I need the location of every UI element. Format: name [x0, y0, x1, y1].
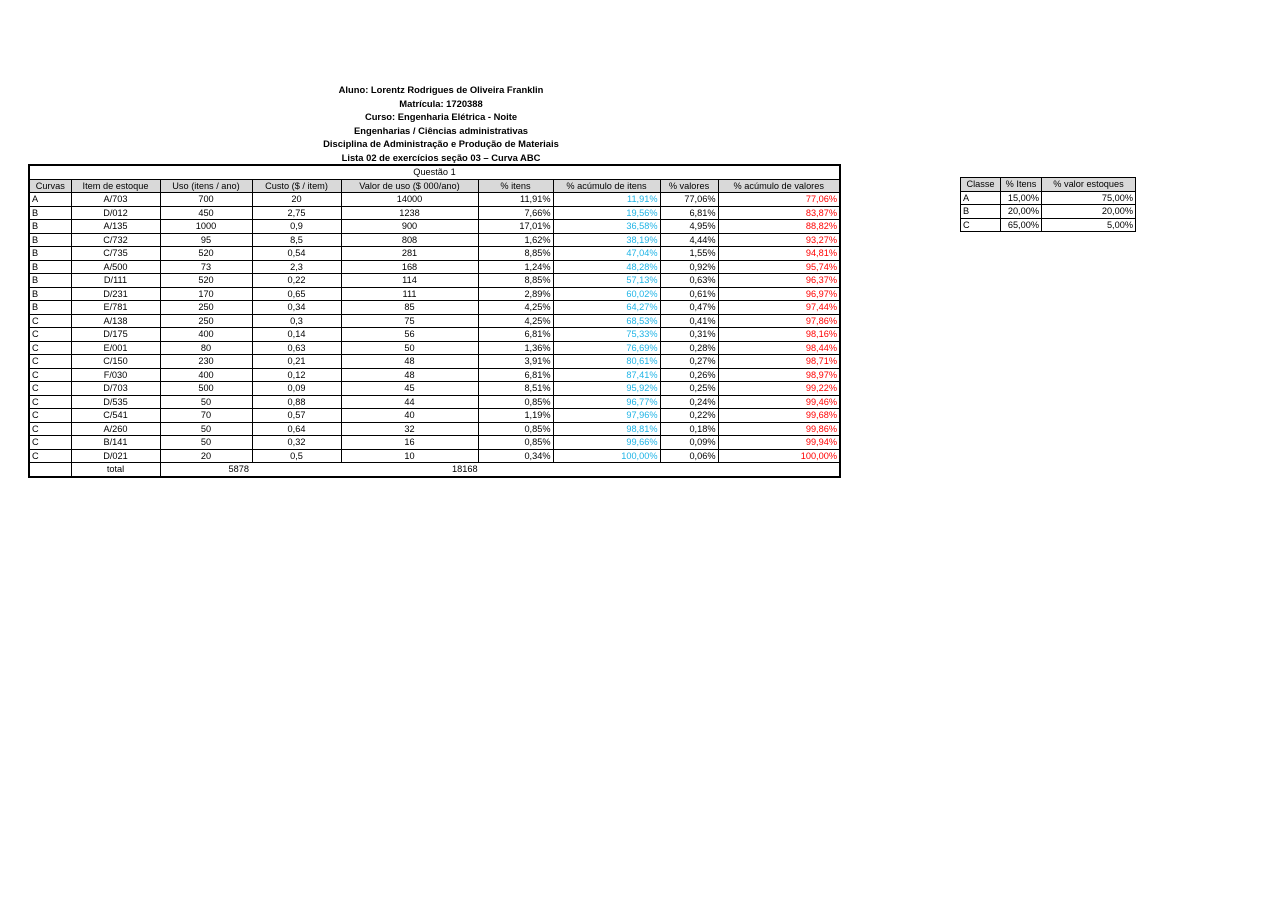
class-summary-table	[960, 177, 1136, 232]
table-cell: 97,96%	[553, 409, 660, 423]
table-cell: D/012	[71, 206, 160, 220]
table-cell: C	[29, 368, 71, 382]
table-cell: 3,91%	[478, 355, 553, 369]
summary-row	[961, 218, 1136, 232]
table-cell: 50	[160, 436, 252, 450]
table-cell: 808	[341, 233, 478, 247]
table-cell: D/703	[71, 382, 160, 396]
table-cell: 0,9	[252, 220, 341, 234]
table-cell: 100,00%	[718, 449, 840, 463]
table-row	[29, 449, 840, 463]
table-cell: 0,25%	[660, 382, 718, 396]
table-cell: 20	[252, 193, 341, 207]
table-cell: A/135	[71, 220, 160, 234]
table-cell: A	[29, 193, 71, 207]
table-row	[29, 328, 840, 342]
table-row	[29, 233, 840, 247]
table-cell: 48,28%	[553, 260, 660, 274]
table-cell: 44	[341, 395, 478, 409]
header-line: Matrícula: 1720388	[399, 97, 483, 109]
table-cell: B/141	[71, 436, 160, 450]
table-cell: 0,54	[252, 247, 341, 261]
table-cell: 7,66%	[478, 206, 553, 220]
column-header: Item de estoque	[71, 179, 160, 193]
table-cell: 99,66%	[553, 436, 660, 450]
table-cell: 1238	[341, 206, 478, 220]
table-cell: 93,27%	[718, 233, 840, 247]
summary-cell: 15,00%	[1001, 191, 1042, 205]
table-cell: 11,91%	[553, 193, 660, 207]
table-cell: 88,82%	[718, 220, 840, 234]
table-cell: 0,47%	[660, 301, 718, 315]
table-cell: 4,25%	[478, 301, 553, 315]
table-cell: 80	[160, 341, 252, 355]
summary-row	[961, 191, 1136, 205]
table-cell: F/030	[71, 368, 160, 382]
table-cell: C/541	[71, 409, 160, 423]
table-cell: 50	[160, 422, 252, 436]
question-title: Questão 1	[29, 165, 840, 179]
table-row	[29, 260, 840, 274]
table-cell: 97,44%	[718, 301, 840, 315]
table-row	[29, 247, 840, 261]
table-cell: 48	[341, 355, 478, 369]
table-cell: A/703	[71, 193, 160, 207]
table-cell: C	[29, 328, 71, 342]
column-header: Uso (itens / ano)	[160, 179, 252, 193]
table-cell: 0,63	[252, 341, 341, 355]
table-cell: 0,14	[252, 328, 341, 342]
table-cell: 0,57	[252, 409, 341, 423]
table-cell: 0,34	[252, 301, 341, 315]
table-cell: 0,24%	[660, 395, 718, 409]
header-line: Aluno: Lorentz Rodrigues de Oliveira Franklin	[338, 84, 544, 95]
table-cell: 1,62%	[478, 233, 553, 247]
table-cell: 520	[160, 247, 252, 261]
table-cell: 230	[160, 355, 252, 369]
total-valor: 18168	[341, 463, 840, 477]
table-cell: 38,19%	[553, 233, 660, 247]
table-cell: 87,41%	[553, 368, 660, 382]
table-row	[29, 206, 840, 220]
table-cell: 0,27%	[660, 355, 718, 369]
table-cell: 64,27%	[553, 301, 660, 315]
summary-cell: 5,00%	[1042, 218, 1136, 232]
table-cell: B	[29, 220, 71, 234]
table-cell: 0,61%	[660, 287, 718, 301]
table-cell: 281	[341, 247, 478, 261]
table-cell: 17,01%	[478, 220, 553, 234]
table-cell: 0,28%	[660, 341, 718, 355]
table-row	[29, 341, 840, 355]
table-cell: 60,02%	[553, 287, 660, 301]
header-line: Disciplina de Administração e Produção de Materiais	[323, 138, 559, 149]
table-cell: 45	[341, 382, 478, 396]
column-header: % valores	[660, 179, 718, 193]
table-cell: 98,97%	[718, 368, 840, 382]
table-cell: 0,92%	[660, 260, 718, 274]
table-cell: 0,09	[252, 382, 341, 396]
table-cell: 400	[160, 368, 252, 382]
table-cell: 50	[341, 341, 478, 355]
summary-cell: 20,00%	[1001, 205, 1042, 219]
header-line: Curso: Engenharia Elétrica - Noite	[364, 111, 518, 122]
table-cell: C/732	[71, 233, 160, 247]
table-cell: 48	[341, 368, 478, 382]
table-cell: 0,34%	[478, 449, 553, 463]
total-uso: 5878	[160, 463, 341, 477]
table-cell: 0,31%	[660, 328, 718, 342]
table-cell: 75	[341, 314, 478, 328]
table-cell: 4,44%	[660, 233, 718, 247]
column-header: Valor de uso ($ 000/ano)	[341, 179, 478, 193]
table-cell: 0,85%	[478, 436, 553, 450]
table-cell: 0,85%	[478, 422, 553, 436]
table-cell: 94,81%	[718, 247, 840, 261]
table-row	[29, 382, 840, 396]
table-cell: 500	[160, 382, 252, 396]
table-cell: C	[29, 382, 71, 396]
total-row	[29, 463, 840, 477]
table-cell: C	[29, 314, 71, 328]
table-cell: 16	[341, 436, 478, 450]
table-cell: A/260	[71, 422, 160, 436]
table-cell: 99,46%	[718, 395, 840, 409]
table-cell: C	[29, 341, 71, 355]
table-cell: 2,3	[252, 260, 341, 274]
table-cell: 0,85%	[478, 395, 553, 409]
table-cell: 70	[160, 409, 252, 423]
summary-cell: 65,00%	[1001, 218, 1042, 232]
table-cell: 20	[160, 449, 252, 463]
table-cell: 0,18%	[660, 422, 718, 436]
table-row	[29, 220, 840, 234]
table-cell: 36,58%	[553, 220, 660, 234]
table-cell: 6,81%	[478, 368, 553, 382]
table-cell: 168	[341, 260, 478, 274]
table-cell: C	[29, 436, 71, 450]
table-cell: D/111	[71, 274, 160, 288]
table-cell: B	[29, 274, 71, 288]
table-cell: 32	[341, 422, 478, 436]
table-row	[29, 301, 840, 315]
table-cell: 85	[341, 301, 478, 315]
summary-column-header: % Itens	[1001, 178, 1042, 192]
table-cell: 1000	[160, 220, 252, 234]
table-cell: 0,26%	[660, 368, 718, 382]
table-cell: C	[29, 422, 71, 436]
table-row	[29, 355, 840, 369]
table-cell: 4,95%	[660, 220, 718, 234]
table-row	[29, 274, 840, 288]
table-row	[29, 287, 840, 301]
table-cell: E/001	[71, 341, 160, 355]
table-cell: 98,81%	[553, 422, 660, 436]
table-cell: 114	[341, 274, 478, 288]
table-cell: C	[29, 355, 71, 369]
table-cell: 0,65	[252, 287, 341, 301]
summary-row	[961, 205, 1136, 219]
table-cell: 95	[160, 233, 252, 247]
table-cell: B	[29, 260, 71, 274]
table-row	[29, 314, 840, 328]
table-cell: 77,06%	[718, 193, 840, 207]
table-cell: 8,51%	[478, 382, 553, 396]
table-cell: 97,86%	[718, 314, 840, 328]
table-cell: C/735	[71, 247, 160, 261]
table-cell: 1,55%	[660, 247, 718, 261]
column-header: % acúmulo de itens	[553, 179, 660, 193]
table-cell: 0,63%	[660, 274, 718, 288]
table-cell: B	[29, 301, 71, 315]
table-cell: 0,22	[252, 274, 341, 288]
table-cell: 76,69%	[553, 341, 660, 355]
summary-cell: 75,00%	[1042, 191, 1136, 205]
table-cell: 1,24%	[478, 260, 553, 274]
table-row	[29, 409, 840, 423]
table-cell: 250	[160, 301, 252, 315]
table-cell: B	[29, 206, 71, 220]
table-cell: 75,33%	[553, 328, 660, 342]
table-cell: D/535	[71, 395, 160, 409]
table-cell: 1,36%	[478, 341, 553, 355]
summary-cell: B	[961, 205, 1001, 219]
table-cell: 2,75	[252, 206, 341, 220]
table-cell: 8,5	[252, 233, 341, 247]
table-cell: 98,71%	[718, 355, 840, 369]
table-cell: 0,06%	[660, 449, 718, 463]
summary-cell: 20,00%	[1042, 205, 1136, 219]
table-cell: 520	[160, 274, 252, 288]
table-row	[29, 193, 840, 207]
table-cell: 900	[341, 220, 478, 234]
table-cell: C	[29, 449, 71, 463]
table-cell: 0,22%	[660, 409, 718, 423]
table-cell: 0,5	[252, 449, 341, 463]
summary-column-header: Classe	[961, 178, 1001, 192]
table-cell: 47,04%	[553, 247, 660, 261]
column-header: Curvas	[29, 179, 71, 193]
table-cell: 8,85%	[478, 274, 553, 288]
table-cell: A/500	[71, 260, 160, 274]
column-header: Custo ($ / item)	[252, 179, 341, 193]
table-cell: 40	[341, 409, 478, 423]
table-cell: 98,44%	[718, 341, 840, 355]
table-cell: 98,16%	[718, 328, 840, 342]
table-cell: B	[29, 233, 71, 247]
table-cell: 8,85%	[478, 247, 553, 261]
table-cell: D/021	[71, 449, 160, 463]
table-cell: 0,21	[252, 355, 341, 369]
summary-cell: C	[961, 218, 1001, 232]
table-cell: 96,97%	[718, 287, 840, 301]
table-cell: C/150	[71, 355, 160, 369]
table-cell: D/231	[71, 287, 160, 301]
table-cell: D/175	[71, 328, 160, 342]
table-cell: 100,00%	[553, 449, 660, 463]
table-cell: 99,22%	[718, 382, 840, 396]
table-cell: 95,74%	[718, 260, 840, 274]
table-cell: 0,41%	[660, 314, 718, 328]
column-header: % itens	[478, 179, 553, 193]
table-cell: 68,53%	[553, 314, 660, 328]
table-cell: 4,25%	[478, 314, 553, 328]
table-cell: 0,12	[252, 368, 341, 382]
table-cell: 96,77%	[553, 395, 660, 409]
table-cell: 57,13%	[553, 274, 660, 288]
table-cell: 50	[160, 395, 252, 409]
table-cell: 99,94%	[718, 436, 840, 450]
table-cell: 1,19%	[478, 409, 553, 423]
question-title-row	[29, 165, 840, 179]
table-cell: 0,09%	[660, 436, 718, 450]
table-cell: 10	[341, 449, 478, 463]
header-line: Engenharias / Ciências administrativas	[353, 124, 529, 136]
table-cell: 80,61%	[553, 355, 660, 369]
table-cell: E/781	[71, 301, 160, 315]
table-cell: 450	[160, 206, 252, 220]
document-header	[28, 83, 854, 164]
table-row	[29, 422, 840, 436]
column-header: % acúmulo de valores	[718, 179, 840, 193]
table-cell: 56	[341, 328, 478, 342]
table-cell: 0,88	[252, 395, 341, 409]
table-cell: 6,81%	[478, 328, 553, 342]
table-cell: 0,32	[252, 436, 341, 450]
table-cell: 14000	[341, 193, 478, 207]
table-row	[29, 395, 840, 409]
table-row	[29, 436, 840, 450]
header-line: Lista 02 de exercícios seção 03 – Curva ABC	[341, 151, 541, 163]
column-header-row	[29, 179, 840, 193]
table-cell: 400	[160, 328, 252, 342]
table-cell: A/138	[71, 314, 160, 328]
summary-header-row	[961, 178, 1136, 192]
table-cell: 96,37%	[718, 274, 840, 288]
table-cell: B	[29, 287, 71, 301]
table-cell: 6,81%	[660, 206, 718, 220]
table-cell: 11,91%	[478, 193, 553, 207]
table-cell: 73	[160, 260, 252, 274]
summary-cell: A	[961, 191, 1001, 205]
table-cell: 99,86%	[718, 422, 840, 436]
table-cell: C	[29, 409, 71, 423]
table-row	[29, 368, 840, 382]
table-cell: C	[29, 395, 71, 409]
abc-curve-table	[28, 164, 841, 478]
table-cell: 700	[160, 193, 252, 207]
table-cell: 0,64	[252, 422, 341, 436]
table-cell: 19,56%	[553, 206, 660, 220]
table-cell: 83,87%	[718, 206, 840, 220]
table-cell: B	[29, 247, 71, 261]
summary-column-header: % valor estoques	[1042, 178, 1136, 192]
table-cell: 99,68%	[718, 409, 840, 423]
table-cell: 2,89%	[478, 287, 553, 301]
table-cell	[29, 463, 71, 477]
table-cell: 250	[160, 314, 252, 328]
table-cell: 0,3	[252, 314, 341, 328]
table-cell: 170	[160, 287, 252, 301]
total-label: total	[71, 463, 160, 477]
table-cell: 77,06%	[660, 193, 718, 207]
table-cell: 95,92%	[553, 382, 660, 396]
table-cell: 111	[341, 287, 478, 301]
